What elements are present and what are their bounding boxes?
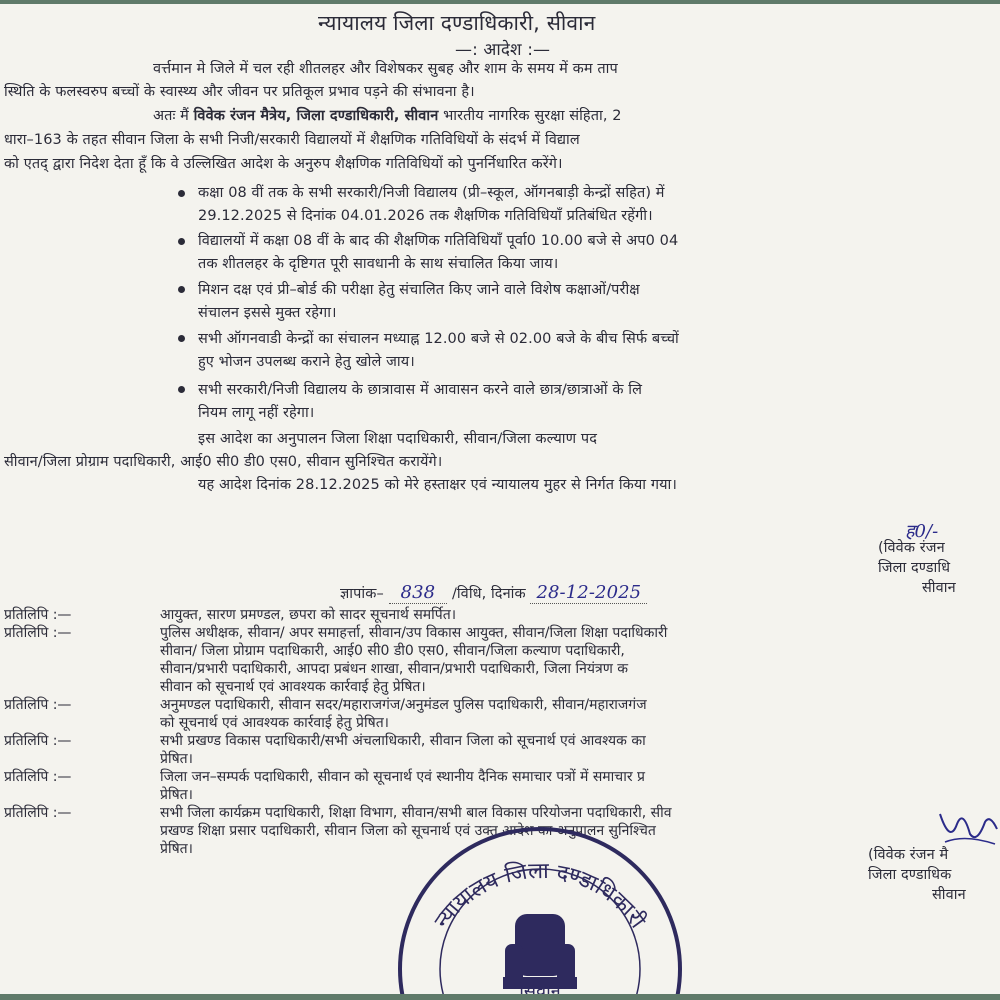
memo-number: 838 <box>389 582 448 604</box>
signatory-place: सीवान <box>922 580 956 596</box>
para2-tail: भारतीय नागरिक सुरक्षा संहिता, 2 <box>443 108 622 124</box>
bullet-2-line2: तक शीतलहर के दृष्टिगत पूरी सावधानी के साथ संचालित किया जाय। <box>198 256 559 272</box>
bullet-1-line1: कक्षा 08 वीं तक के सभी सरकारी/निजी विद्यालय (प्री–स्कूल, ऑगनबाड़ी केन्द्रों सहित) में <box>198 185 665 201</box>
para3-line1: इस आदेश का अनुपालन जिला शिक्षा पदाधिकारी, सीवान/जिला कल्याण पद <box>198 431 598 447</box>
para1-line2: स्थिति के फलस्वरुप बच्चों के स्वास्थ्य और जीवन पर प्रतिकूल प्रभाव पड़ने की संभावना है। <box>4 84 475 100</box>
copy-6-line: प्रेषित। <box>160 841 193 857</box>
copy-6-line: सभी जिला कार्यक्रम पदाधिकारी, शिक्षा विभाग, सीवान/सभी बाल विकास परियोजना पदाधिकारी, सीव <box>160 805 672 821</box>
bullet-4-line1: सभी ऑगनवाडी केन्द्रों का संचालन मध्याह्न 12.00 बजे से 02.00 बजे के बीच सिर्फ बच्चों <box>198 331 679 347</box>
copy-2-line: पुलिस अधीक्षक, सीवान/ अपर समाहर्त्ता, सीवान/उप विकास आयुक्त, सीवान/जिला शिक्षा पदाधिकारी <box>160 625 668 641</box>
para2-line3: को एतद् द्वारा निदेश देता हूँ कि वे उल्लिखित आदेश के अनुरुप शैक्षणिक गतिविधियों को पुनर्निधारित करेंगे। <box>4 156 563 172</box>
bullet-dot <box>178 286 185 293</box>
seal-place: सिवान <box>519 981 561 999</box>
bullet-dot <box>178 238 185 245</box>
seal-text: न्यायालय जिला दण्डाधिकारी <box>429 858 650 934</box>
signature-handwriting: ह0/- <box>905 521 939 542</box>
order-document <box>0 4 1000 999</box>
para4: यह आदेश दिनांक 28.12.2025 को मेरे हस्ताक्षर एवं न्यायालय मुहर से निर्गत किया गया। <box>198 477 677 493</box>
copy-label: प्रतिलिपि :— <box>4 805 72 821</box>
copy-label: प्रतिलिपि :— <box>4 625 72 641</box>
copy-6-line: प्रखण्ड शिक्षा प्रसार पदाधिकारी, सीवान जिला को सूचनार्थ एवं उक्त आदेश का अनुपालन सुनिश्चित <box>160 823 656 839</box>
copy-label: प्रतिलिपि :— <box>4 607 72 623</box>
memo-line <box>340 584 647 603</box>
signatory-post: जिला दण्डाधि <box>878 560 951 576</box>
bullet-3-line2: संचालन इससे मुक्त रहेगा। <box>198 305 337 321</box>
bullet-5-line2: नियम लागू नहीं रहेगा। <box>198 405 315 421</box>
copy-label: प्रतिलिपि :— <box>4 769 72 785</box>
para2-lead: अतः मैं <box>153 108 189 124</box>
copy-label: प्रतिलिपि :— <box>4 733 72 749</box>
copy-3-line: को सूचनार्थ एवं आवश्यक कार्रवाई हेतु प्रेषित। <box>160 715 389 731</box>
memo-label: ज्ञापांक– <box>340 586 384 602</box>
memo-vidhi: /विधि, दिनांक <box>451 586 526 602</box>
bullet-4-line2: हुए भोजन उपलब्ध कराने हेतु खोले जाय। <box>198 354 415 370</box>
copy-5-line: प्रेषित। <box>160 787 193 803</box>
para3-line2: सीवान/जिला प्रोग्राम पदाधिकारी, आई0 सी0 डी0 एस0, सीवान सुनिश्चित करायेंगे। <box>4 454 443 470</box>
bullet-5-line1: सभी सरकारी/निजी विद्यालय के छात्रावास में आवासन करने वाले छात्र/छात्राओं के लि <box>198 382 642 398</box>
copy-4-line: सभी प्रखण्ड विकास पदाधिकारी/सभी अंचलाधिकारी, सीवान जिला को सूचनार्थ एवं आवश्यक का <box>160 733 646 749</box>
copy-4-line: प्रेषित। <box>160 751 193 767</box>
copy-2-line: सीवान को सूचनार्थ एवं आवश्यक कार्रवाई हेतु प्रेषित। <box>160 679 426 695</box>
signatory2-name: (विवेक रंजन मै <box>868 847 949 863</box>
document-title: न्यायालय जिला दण्डाधिकारी, सीवान <box>318 11 596 35</box>
bullet-1-line2: 29.12.2025 से दिनांक 04.01.2026 तक शैक्षणिक गतिविधियाँ प्रतिबंधित रहेंगी। <box>198 208 653 224</box>
court-seal <box>395 819 685 999</box>
signature-scribble <box>935 804 1000 849</box>
copy-3-line: अनुमण्डल पदाधिकारी, सीवान सदर/महाराजगंज/अनुमंडल पुलिस पदाधिकारी, सीवान/महाराजगंज <box>160 697 647 713</box>
bullet-3-line1: मिशन दक्ष एवं प्री–बोर्ड की परीक्षा हेतु संचालित किए जाने वाले विशेष कक्षाओं/परीक्ष <box>198 282 640 298</box>
signatory2-place: सीवान <box>932 887 966 903</box>
copy-label: प्रतिलिपि :— <box>4 697 72 713</box>
signatory-name: (विवेक रंजन <box>878 540 945 556</box>
bullet-2-line1: विद्यालयों में कक्षा 08 वीं के बाद की शैक्षणिक गतिविधियाँ पूर्वा0 10.00 बजे से अप0 04 <box>198 233 679 249</box>
para2-line2: धारा–163 के तहत सीवान जिला के सभी निजी/सरकारी विद्यालयों में शैक्षणिक गतिविधियों के संदर्भ में विद्याल <box>4 132 580 148</box>
document-subtitle: —: आदेश :— <box>455 40 551 60</box>
emblem-icon <box>503 914 577 989</box>
copy-1-line: आयुक्त, सारण प्रमण्डल, छपरा को सादर सूचनार्थ समर्पित। <box>160 607 457 623</box>
memo-date: 28-12-2025 <box>530 582 647 604</box>
bullet-dot <box>178 190 185 197</box>
bullet-dot <box>178 386 185 393</box>
signatory2-post: जिला दण्डाधिक <box>868 867 952 883</box>
para1-line1: वर्त्तमान मे जिले में चल रही शीतलहर और विशेषकर सुबह और शाम के समय में कम ताप <box>153 61 618 77</box>
bullet-dot <box>178 335 185 342</box>
copy-2-line: सीवान/प्रभारी पदाधिकारी, आपदा प्रबंधन शाखा, सीवान/प्रभारी पदाधिकारी, जिला नियंत्रण क <box>160 661 629 677</box>
copy-2-line: सीवान/ जिला प्रोग्राम पदाधिकारी, आई0 सी0 डी0 एस0, सीवान/जिला कल्याण पदाधिकारी, <box>160 643 625 659</box>
para2-line1 <box>153 107 622 125</box>
copy-5-line: जिला जन–सम्पर्क पदाधिकारी, सीवान को सूचनार्थ एवं स्थानीय दैनिक समाचार पत्रों में समाचार प्र <box>160 769 645 785</box>
magistrate-name: विवेक रंजन मैत्रेय, जिला दण्डाधिकारी, सीवान <box>193 108 439 124</box>
